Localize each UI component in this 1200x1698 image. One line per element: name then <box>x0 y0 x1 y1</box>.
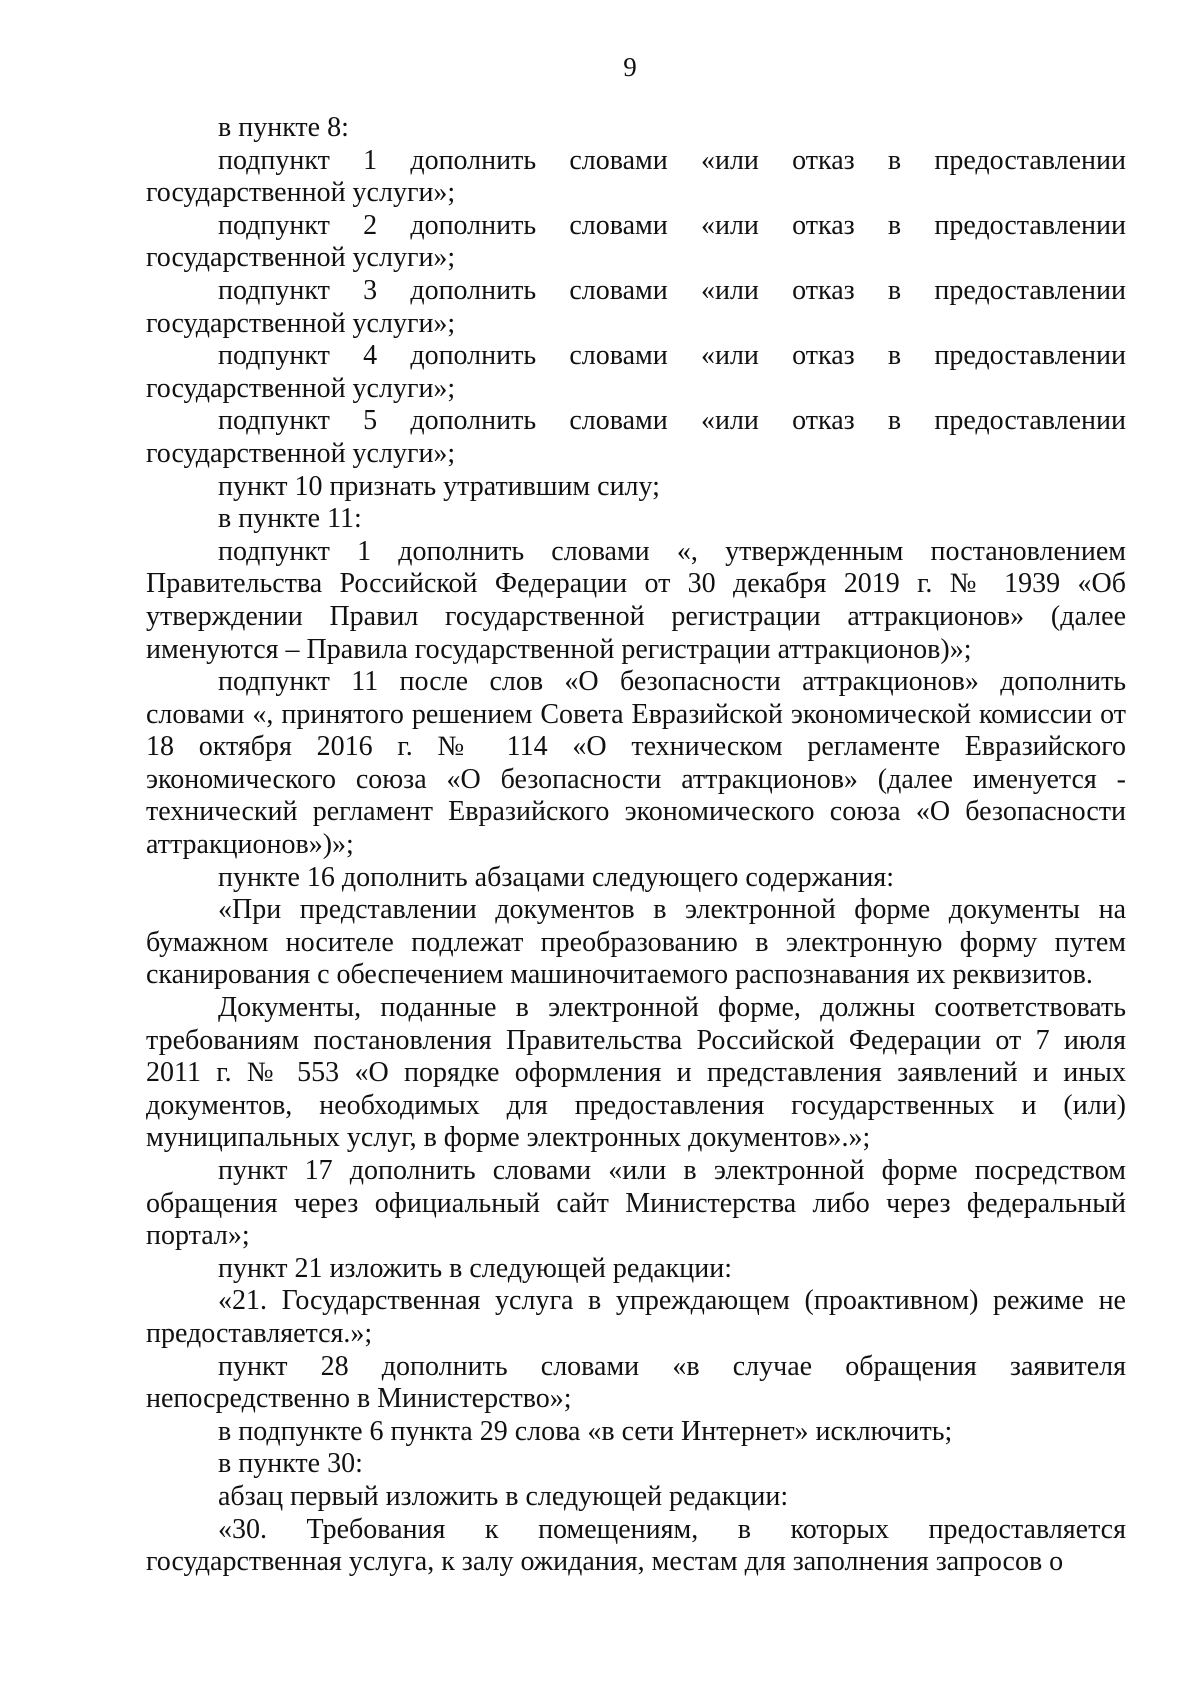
paragraph: подпункт 2 дополнить словами «или отказ в предоставлении государственной услуги»; <box>146 209 1126 274</box>
paragraph: в пункте 11: <box>218 503 362 535</box>
paragraph: подпункт 11 после слов «О безопасности аттракционов» дополнить словами «, принятого решением Совета Евразийской экономической комиссии от 18 октября 2016 г. № 114 «О техническом регламенте Евразийского экономического союза «О безопасности аттракционов» (далее именуется - технический регламент Евразийского экономического союза «О безопасности аттракционов»)»; <box>146 666 1126 861</box>
paragraph: пункте 16 дополнить абзацами следующего содержания: <box>218 861 895 893</box>
paragraph: подпункт 1 дополнить словами «или отказ в предоставлении государственной услуги»; <box>146 144 1126 209</box>
paragraph: «30. Требования к помещениям, в которых предоставляется государственная услуга, к залу ожидания, местам для заполнения запросов о <box>146 1513 1126 1578</box>
paragraph: абзац первый изложить в следующей редакции: <box>218 1480 789 1512</box>
paragraph: в пункте 30: <box>218 1448 363 1480</box>
paragraph: в пункте 8: <box>218 112 349 143</box>
paragraph: в подпункте 6 пункта 29 слова «в сети Интернет» исключить; <box>218 1415 953 1447</box>
paragraph: пункт 21 изложить в следующей редакции: <box>218 1252 732 1284</box>
paragraph: пункт 10 признать утратившим силу; <box>218 470 660 502</box>
paragraph: пункт 17 дополнить словами «или в электронной форме посредством обращения через официальный сайт Министерства либо через федеральный портал»; <box>146 1155 1126 1252</box>
document-body <box>146 112 1126 1579</box>
paragraph: подпункт 3 дополнить словами «или отказ в предоставлении государственной услуги»; <box>146 274 1126 339</box>
paragraph: «При представлении документов в электронной форме документы на бумажном носителе подлежат преобразованию в электронную форму путем сканирования с обеспечением машиночитаемого распознавания их реквизитов. <box>146 894 1126 991</box>
paragraph: Документы, поданные в электронной форме, должны соответствовать требованиям постановления Правительства Российской Федерации от 7 июля 2011 г. № 553 «О порядке оформления и представления заявлений и иных документов, необходимых для предоставления государственных и (или) муниципальных услуг, в форме электронных документов».»; <box>146 992 1126 1154</box>
paragraph: подпункт 5 дополнить словами «или отказ в предоставлении государственной услуги»; <box>146 405 1126 469</box>
page-number: 9 <box>623 52 637 82</box>
paragraph: «21. Государственная услуга в упреждающем (проактивном) режиме не предоставляется.»; <box>146 1285 1126 1349</box>
paragraph: подпункт 4 дополнить словами «или отказ в предоставлении государственной услуги»; <box>146 340 1126 404</box>
paragraph: подпункт 1 дополнить словами «, утвержденным постановлением Правительства Российской Федерации от 30 декабря 2019 г. № 1939 «Об утверждении Правил государственной регистрации аттракционов» (далее именуются – Правила государственной регистрации аттракционов)»; <box>146 535 1126 665</box>
paragraph: пункт 28 дополнить словами «в случае обращения заявителя непосредственно в Министерство»; <box>146 1350 1126 1415</box>
